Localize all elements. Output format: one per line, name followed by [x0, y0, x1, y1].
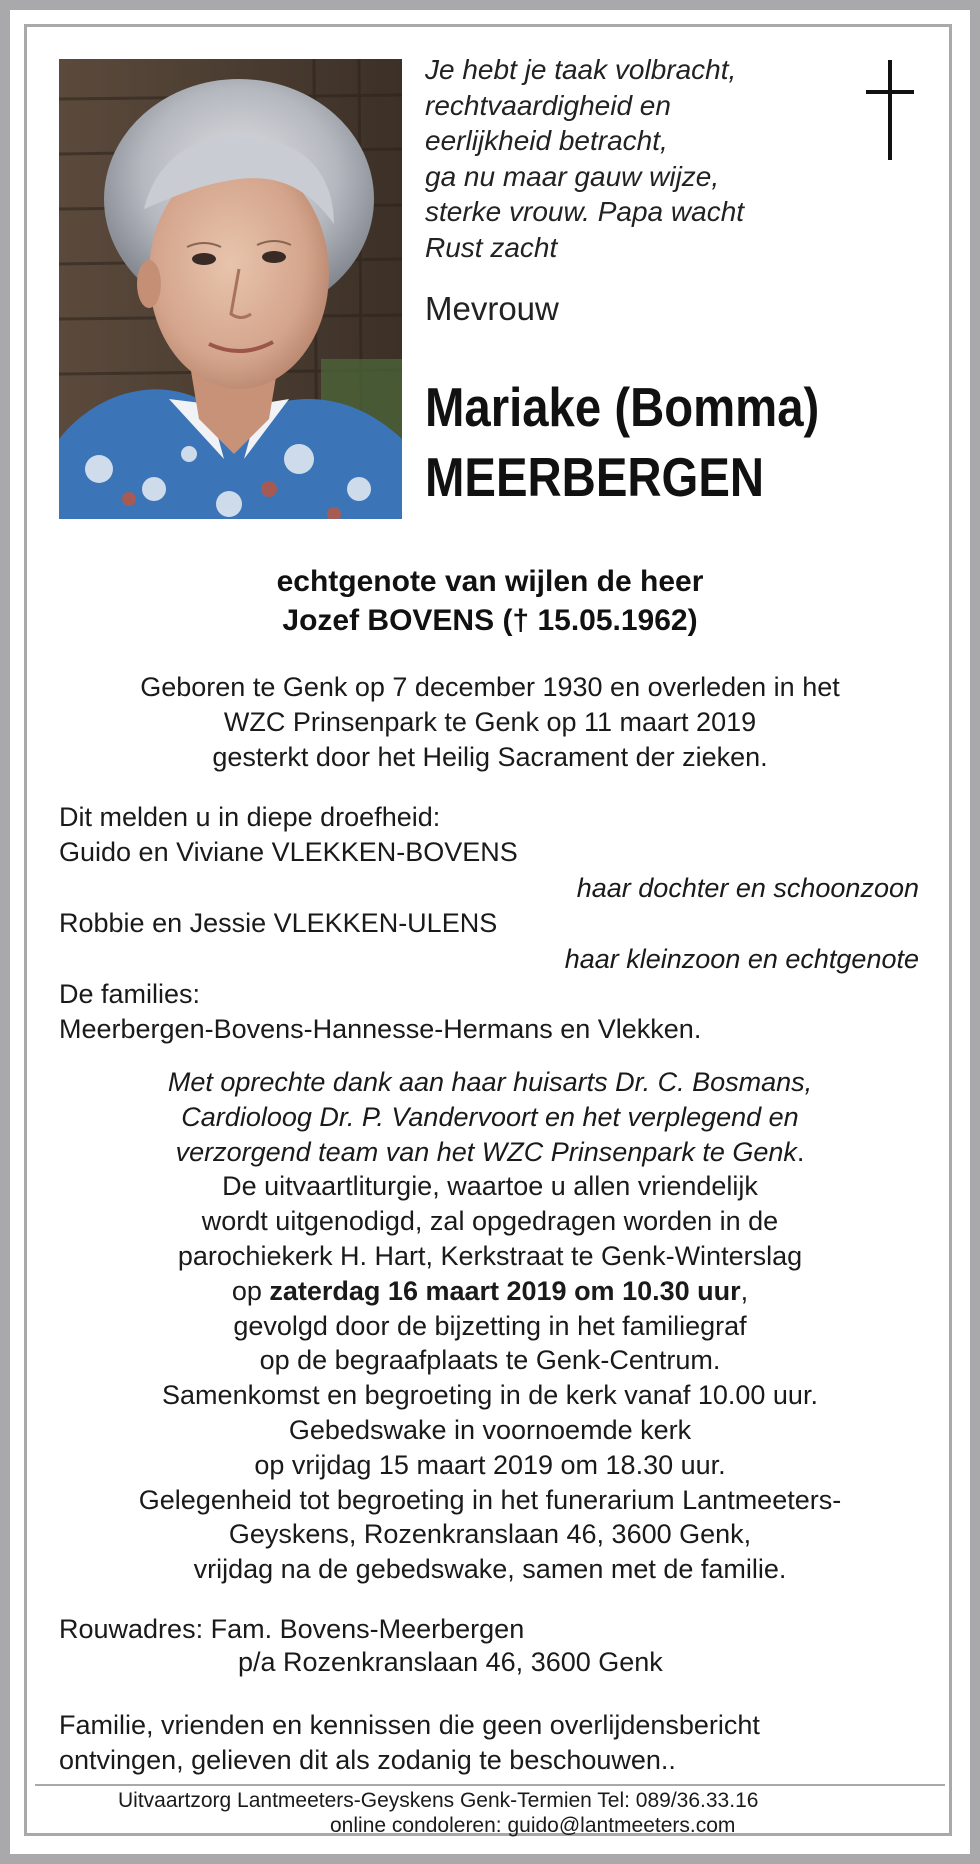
- ceremony-line: Geyskens, Rozenkranslaan 46, 3600 Genk,: [228, 1519, 752, 1550]
- spouse-info: [0, 562, 980, 640]
- poem: [425, 52, 845, 265]
- poem-line: Je hebt je taak volbracht,: [425, 54, 737, 85]
- online-condolence: online condoleren: guido@lantmeeters.com: [330, 1814, 736, 1837]
- cross-icon: [860, 60, 920, 160]
- honorific: Mevrouw: [425, 290, 559, 327]
- closing-line: Familie, vrienden en kennissen die geen overlijdensbericht: [59, 1710, 760, 1740]
- family-member-relation: haar dochter en schoonzoon: [576, 872, 919, 903]
- poem-line: eerlijkheid betracht,: [425, 125, 668, 156]
- spouse-line: Jozef BOVENS († 15.05.1962): [282, 604, 698, 637]
- funeral-home-info: Uitvaartzorg Lantmeeters-Geyskens Genk-Termien Tel: 089/36.33.16: [118, 1789, 759, 1812]
- ceremony-line: Samenkomst en begroeting in de kerk vanaf 10.00 uur.: [162, 1380, 818, 1411]
- families-label: De families:: [59, 979, 201, 1010]
- ceremony-line: gevolgd door de bijzetting in het familiegraf: [233, 1310, 747, 1341]
- ceremony-line: parochiekerk H. Hart, Kerkstraat te Genk-Winterslag: [177, 1240, 803, 1271]
- thanks-period: .: [796, 1136, 805, 1167]
- ceremony-line: De uitvaartliturgie, waartoe u allen vriendelijk: [222, 1171, 758, 1202]
- ceremony-line: op vrijdag 15 maart 2019 om 18.30 uur.: [254, 1449, 726, 1480]
- thanks-line-last: [0, 1135, 980, 1170]
- poem-line: sterke vrouw. Papa wacht: [425, 196, 745, 227]
- deceased-first-name: Mariake (Bomma): [425, 376, 820, 438]
- date-suffix: ,: [740, 1275, 749, 1306]
- family-list: [59, 800, 919, 1048]
- poem-line: Rust zacht: [425, 231, 558, 263]
- birth-death-info: [0, 670, 980, 774]
- poem-line: ga nu maar gauw wijze,: [425, 160, 720, 192]
- closing-line: ontvingen, gelieven dit als zodanig te beschouwen..: [59, 1745, 676, 1776]
- ceremony-date: zaterdag 16 maart 2019 om 10.30 uur: [269, 1275, 741, 1306]
- mourning-address-label: Rouwadres: Fam. Bovens-Meerbergen: [59, 1614, 525, 1644]
- family-member-names: Guido en Viviane VLEKKEN-BOVENS: [59, 837, 518, 868]
- birth-line: WZC Prinsenpark te Genk op 11 maart 2019: [223, 706, 757, 737]
- birth-line: gesterkt door het Heilig Sacrament der zieken.: [212, 741, 768, 772]
- poem-line: rechtvaardigheid en: [425, 89, 671, 121]
- ceremony-line: vrijdag na de gebedswake, samen met de familie.: [193, 1554, 787, 1585]
- family-member-relation: haar kleinzoon en echtgenote: [564, 943, 919, 974]
- ceremony-date-line: [0, 1274, 980, 1309]
- date-prefix: op: [231, 1275, 270, 1306]
- family-member-names: Robbie en Jessie VLEKKEN-ULENS: [59, 908, 498, 939]
- ceremony-line: Gelegenheid tot begroeting in het funerarium Lantmeeters-: [138, 1484, 842, 1515]
- deceased-name: [425, 372, 872, 512]
- closing-note: [59, 1708, 919, 1779]
- footer-divider: [35, 1784, 945, 1786]
- mourning-address: p/a Rozenkranslaan 46, 3600 Genk: [238, 1647, 663, 1677]
- portrait-photo: [59, 59, 402, 519]
- spouse-line: echtgenote van wijlen de heer: [276, 565, 704, 598]
- family-intro: Dit melden u in diepe droefheid:: [59, 802, 441, 832]
- birth-line: Geboren te Genk op 7 december 1930 en overleden in het: [140, 672, 840, 702]
- ceremony-line: wordt uitgenodigd, zal opgedragen worden in de: [201, 1206, 779, 1237]
- ceremony-info: [0, 1065, 980, 1587]
- deceased-last-name: MEERBERGEN: [425, 446, 765, 508]
- families-names: Meerbergen-Bovens-Hannesse-Hermans en Vlekken.: [59, 1014, 702, 1045]
- thanks-text: verzorgend team van het WZC Prinsenpark te Genk: [175, 1136, 797, 1167]
- ceremony-line: op de begraafplaats te Genk-Centrum.: [259, 1345, 721, 1376]
- ceremony-line: Gebedswake in voornoemde kerk: [288, 1414, 692, 1445]
- thanks-line: Met oprechte dank aan haar huisarts Dr. C. Bosmans,: [167, 1067, 813, 1097]
- thanks-line: Cardioloog Dr. P. Vandervoort en het verplegend en: [181, 1101, 799, 1132]
